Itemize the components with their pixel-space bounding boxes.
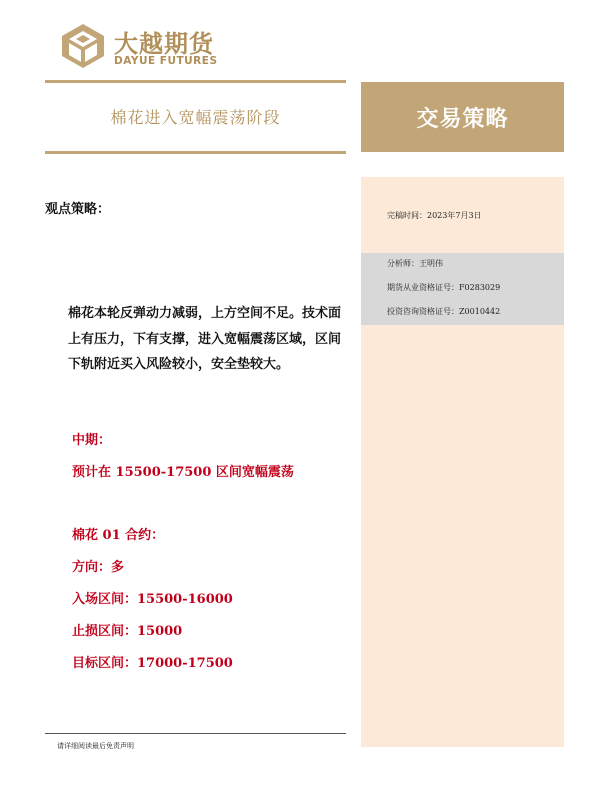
futures-license: 期货从业资格证号：F0283029 [387, 283, 501, 292]
view-paragraph-text: 棉花本轮反弹动力减弱，上方空间不足。技术面上有压力，下有支撑，进入宽幅震荡区域，区间下轨附近买入风险较小，安全垫较大。 [68, 306, 342, 372]
author-sidebar [361, 177, 564, 747]
section-heading: 观点策略： [45, 202, 111, 217]
target-range: 目标区间：17000-17500 [72, 656, 233, 671]
footer-divider [45, 733, 346, 734]
trade-direction: 方向：多 [72, 560, 125, 575]
brand-name-en: DAYUE FUTURES [114, 55, 218, 67]
completion-date: 完稿时间：2023年7月3日 [387, 211, 482, 220]
title-rule-bottom [45, 151, 346, 154]
contract-label: 棉花 01 合约： [72, 528, 165, 543]
title-rule-top [45, 80, 346, 83]
analyst-info-band [361, 253, 564, 325]
report-title: 棉花进入宽幅震荡阶段 [110, 108, 281, 127]
analyst-name: 分析师：王明伟 [387, 259, 443, 268]
mid-term-range: 预计在 15500-17500 区间宽幅震荡 [72, 465, 294, 480]
mid-term-label: 中期： [72, 433, 112, 448]
report-type-badge: 交易策略 [361, 82, 564, 152]
stop-loss-range: 止损区间：15000 [72, 624, 183, 639]
disclaimer-note: 请详细阅读最后免责声明 [57, 742, 134, 750]
advisory-license: 投资咨询资格证号：Z0010442 [387, 307, 501, 316]
view-paragraph [68, 301, 353, 378]
logo-mark-icon [60, 22, 106, 68]
company-logo [60, 22, 240, 72]
brand-name-cn: 大越期货 [114, 30, 214, 58]
entry-range: 入场区间：15500-16000 [72, 592, 233, 607]
